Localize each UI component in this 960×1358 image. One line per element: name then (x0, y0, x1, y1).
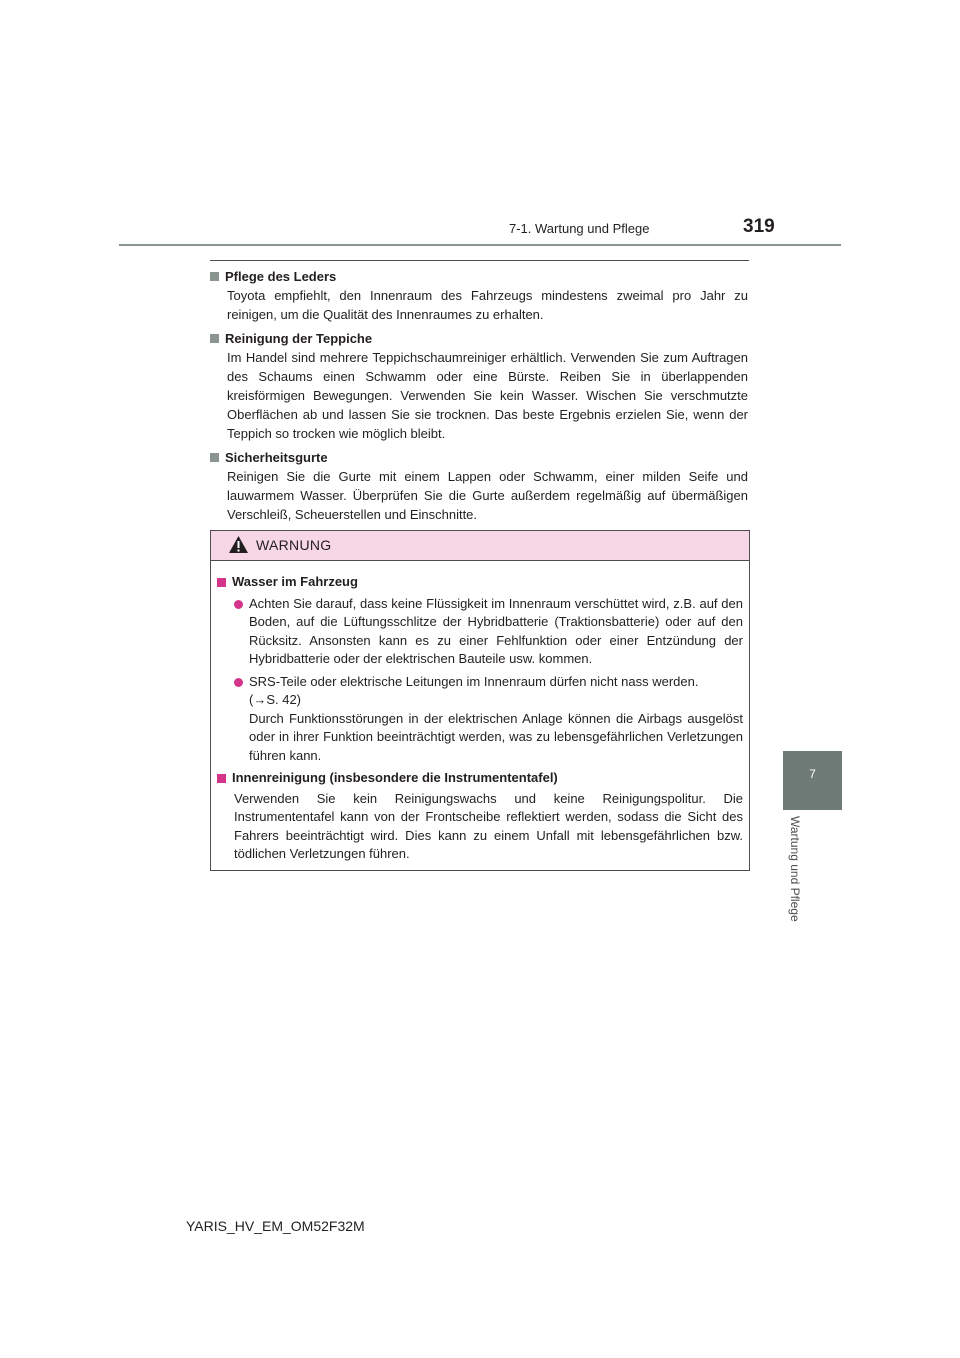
item-body: Reinigen Sie die Gurte mit einem Lappen oder Schwamm, einer milden Seife und lauwarmem Wasser. Überprüfen Sie die Gurte außerdem regelmäßig auf übermäßigen Verschleiß, Scheuerstellen und Einschnitte. (227, 469, 748, 522)
warning-section-heading (217, 573, 743, 592)
warning-bullet-text-continued: Durch Funktionsstörungen in der elektrischen Anlage können die Airbags ausgelöst oder in ihrer Funktion beeinträchtigt werden, was zu lebensgefährlichen Verletzungen führen kann. (249, 710, 743, 763)
square-bullet-icon (217, 774, 226, 783)
section-title: 7-1. Wartung und Pflege (509, 221, 650, 236)
warning-section (217, 573, 743, 765)
chapter-tab: 7 (783, 751, 842, 810)
warning-section-body: Verwenden Sie kein Reinigungswachs und keine Reinigungspolitur. Die Instrumententafel kann von der Frontscheibe reflektiert werden, sodass die Sicht des Fahrers beeinträchtigt wird. Dies kann zu einem Unfall mit lebensgefährlichen bzw. tödlichen Verletzungen führen. (234, 790, 743, 861)
chapter-side-label (786, 816, 806, 946)
warning-triangle-icon (228, 535, 249, 554)
item-heading (210, 267, 748, 286)
document-code: YARIS_HV_EM_OM52F32M (186, 1218, 365, 1234)
warning-bullet (217, 673, 743, 766)
warning-bullet-text: Achten Sie darauf, dass keine Flüssigkeit im Innenraum verschüttet wird, z.B. auf den Boden, auf die Lüftungsschlitze der Hybridbatterie (Traktionsbatterie) oder auf den Rücksitz. Ansonsten kann es zu einer Fehlfunktion oder einer Entzündung der Hybridbatterie oder der elektrischen Bauteile usw. kommen. (249, 595, 743, 666)
item-title: Sicherheitsgurte (225, 450, 328, 465)
page-reference-link[interactable]: (→S. 42) (249, 692, 302, 707)
warning-section-title: Innenreinigung (insbesondere die Instrumententafel) (232, 770, 558, 785)
list-item (210, 448, 748, 524)
square-bullet-icon (210, 272, 219, 281)
square-bullet-icon (210, 334, 219, 343)
warning-bullet-text: SRS-Teile oder elektrische Leitungen im Innenraum dürfen nicht nass werden. (249, 673, 699, 689)
warning-body (211, 561, 749, 864)
item-title: Reinigung der Teppiche (225, 331, 373, 346)
list-item (210, 267, 748, 324)
item-heading (210, 329, 748, 348)
warning-bullet (217, 595, 743, 669)
content-list (210, 267, 748, 529)
item-body: Toyota empfiehlt, den Innenraum des Fahrzeugs mindestens zweimal pro Jahr zu reinigen, um die Qualität des Innenraumes zu erhalten. (227, 288, 748, 322)
warning-section (217, 769, 743, 864)
item-title: Pflege des Leders (225, 269, 337, 284)
square-bullet-icon (217, 578, 226, 587)
chapter-side-label-text: Wartung und Pflege (788, 816, 802, 922)
warning-bullet-content (249, 673, 743, 766)
list-item (210, 329, 748, 443)
warning-header (211, 531, 749, 561)
square-bullet-icon (210, 453, 219, 462)
warning-box (210, 530, 750, 871)
content-top-rule (210, 260, 749, 261)
warning-section-title: Wasser im Fahrzeug (232, 574, 358, 589)
item-heading (210, 448, 748, 467)
header-rule (119, 244, 841, 246)
page-number: 319 (743, 216, 775, 237)
warning-title: WARNUNG (256, 537, 332, 553)
round-bullet-icon (234, 678, 243, 687)
item-body: Im Handel sind mehrere Teppichschaumreiniger erhältlich. Verwenden Sie zum Auftragen des Schaums einen Schwamm oder eine Bürste. Reiben Sie in überlappenden kreisförmigen Bewegungen. Verwenden Sie kein Wasser. Wischen Sie verschmutzte Oberflächen ab und lassen Sie sie trocknen. Das beste Ergebnis erzielen Sie, wenn der Teppich so trocken wie möglich bleibt. (227, 350, 748, 441)
warning-section-heading (217, 769, 743, 788)
round-bullet-icon (234, 600, 243, 609)
